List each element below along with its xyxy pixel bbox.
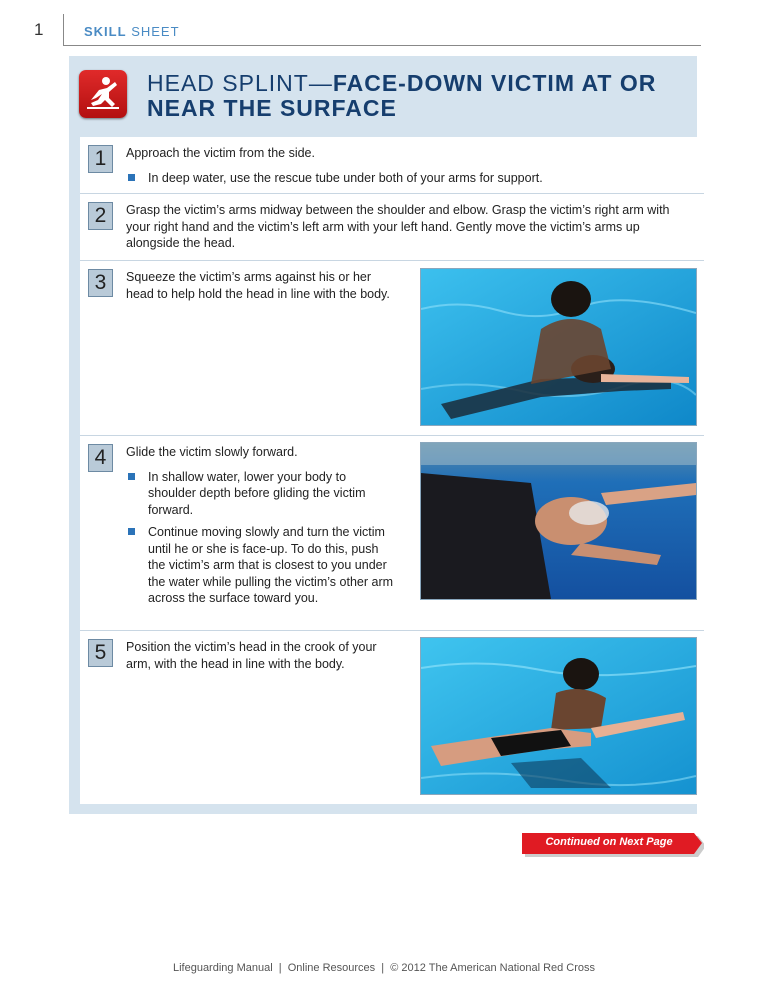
page-number: 1 (34, 20, 44, 39)
step-instruction: Approach the victim from the side. (126, 146, 315, 160)
title-part-1: HEAD SPLINT— (147, 70, 333, 96)
title-part-2: FACE-DOWN VICTIM AT OR NEAR THE SURFACE (147, 70, 657, 121)
bullet-item: In shallow water, lower your body to shoulder depth before gliding the victim forward. (126, 469, 396, 519)
header-divider-horizontal (63, 45, 701, 46)
continued-next-page-banner[interactable] (522, 833, 702, 853)
section-label-sheet: SHEET (131, 24, 180, 39)
step-instruction: Position the victim’s head in the crook of your arm, with the head in line with the body. (126, 640, 377, 671)
lifeguard-rescue-icon (79, 70, 127, 118)
step-3 (80, 261, 704, 436)
section-label-skill: SKILL (84, 24, 127, 39)
step-number: 4 (88, 444, 113, 472)
page-title (147, 71, 687, 121)
step-instruction: Grasp the victim’s arms midway between the shoulder and elbow. Grasp the victim’s right arm with your right hand and the victim’s left arm with your left hand. Gently move the victim’s arms up alongside the head. (126, 203, 670, 250)
step-1 (80, 137, 704, 194)
continued-label: Continued on Next Page (545, 836, 673, 848)
step-text-block (126, 145, 686, 192)
step-instruction: Squeeze the victim’s arms against his or her head to help hold the head in line with the body. (126, 270, 390, 301)
step-bullets (126, 469, 396, 607)
step-4-photo (420, 442, 697, 600)
steps-container (80, 137, 704, 804)
step-number: 5 (88, 639, 113, 667)
step-4 (80, 436, 704, 631)
step-2 (80, 194, 704, 261)
bullet-item: Continue moving slowly and turn the victim until he or she is face-up. To do this, push the victim’s arm that is closest to you under the water while pulling the victim’s other arm across the surface toward you. (126, 524, 396, 607)
step-text-block (126, 444, 396, 613)
page-footer: Lifeguarding Manual | Online Resources | © 2012 The American National Red Cross (172, 962, 596, 974)
header-divider-vertical (63, 14, 64, 46)
section-label (84, 24, 180, 39)
step-bullets (126, 170, 686, 187)
step-5-photo (420, 637, 697, 795)
step-number: 1 (88, 145, 113, 173)
step-number: 2 (88, 202, 113, 230)
step-5 (80, 631, 704, 804)
step-number: 3 (88, 269, 113, 297)
step-instruction: Glide the victim slowly forward. (126, 445, 298, 459)
bullet-item: In deep water, use the rescue tube under both of your arms for support. (126, 170, 686, 187)
step-3-photo (420, 268, 697, 426)
